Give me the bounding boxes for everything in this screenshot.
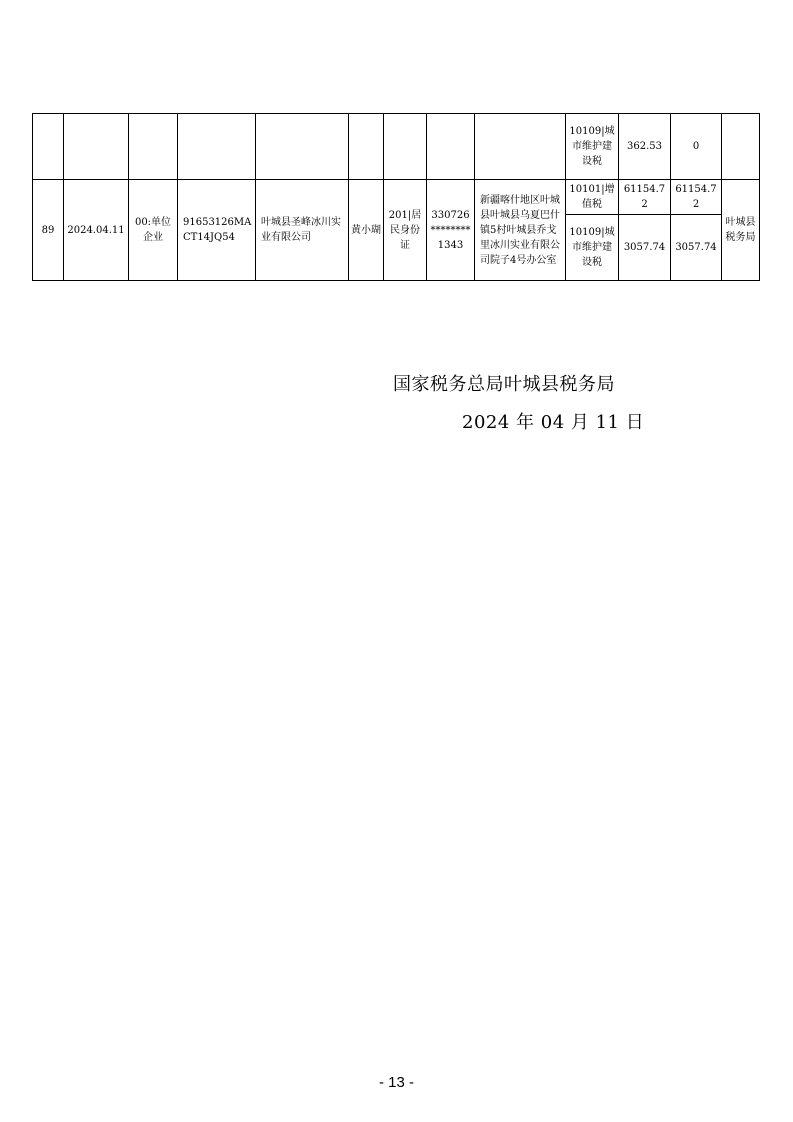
empty-cell — [33, 114, 64, 180]
issuing-authority: 国家税务总局叶城县税务局 — [393, 374, 615, 395]
paid-amount-cell: 61154.72 — [671, 180, 722, 215]
empty-cell — [384, 114, 427, 180]
issue-date: 2024 年 04 月 11 日 — [462, 412, 645, 433]
tax-authority-cell: 叶城县税务局 — [722, 180, 760, 281]
tax-amount-cell: 61154.72 — [619, 180, 671, 215]
empty-cell — [129, 114, 178, 180]
empty-cell — [178, 114, 256, 180]
id-number-cell: 330726********1343 — [427, 180, 475, 281]
table-row-continued — [33, 114, 760, 180]
tax-item-cell: 10109|城市维护建设税 — [566, 215, 619, 281]
tax-amount-cell: 3057.74 — [619, 215, 671, 281]
empty-cell — [427, 114, 475, 180]
page-number: - 13 - — [378, 1074, 414, 1091]
paid-amount-cell: 3057.74 — [671, 215, 722, 281]
id-type-cell: 201|居民身份证 — [384, 180, 427, 281]
address-cell: 新疆喀什地区叶城县叶城县乌夏巴什镇5村叶城县乔戈里冰川实业有限公司院子4号办公室 — [475, 180, 566, 281]
empty-cell — [256, 114, 349, 180]
empty-cell — [475, 114, 566, 180]
table-row — [33, 180, 760, 215]
empty-cell — [722, 114, 760, 180]
tax-amount-cell: 362.53 — [619, 114, 671, 180]
tax-item-cell: 10101|增值税 — [566, 180, 619, 215]
taxpayer-type-cell: 00:单位企业 — [129, 180, 178, 281]
seq-cell: 89 — [33, 180, 64, 281]
date-cell: 2024.04.11 — [64, 180, 129, 281]
credit-code-cell: 91653126MACT14JQ54 — [178, 180, 256, 281]
tax-item-cell: 10109|城市维护建设税 — [566, 114, 619, 180]
tax-arrears-table — [32, 113, 760, 281]
legal-rep-cell: 黄小瑚 — [349, 180, 384, 281]
empty-cell — [349, 114, 384, 180]
company-name-cell: 叶城县圣峰冰川实业有限公司 — [256, 180, 349, 281]
empty-cell — [64, 114, 129, 180]
paid-amount-cell: 0 — [671, 114, 722, 180]
